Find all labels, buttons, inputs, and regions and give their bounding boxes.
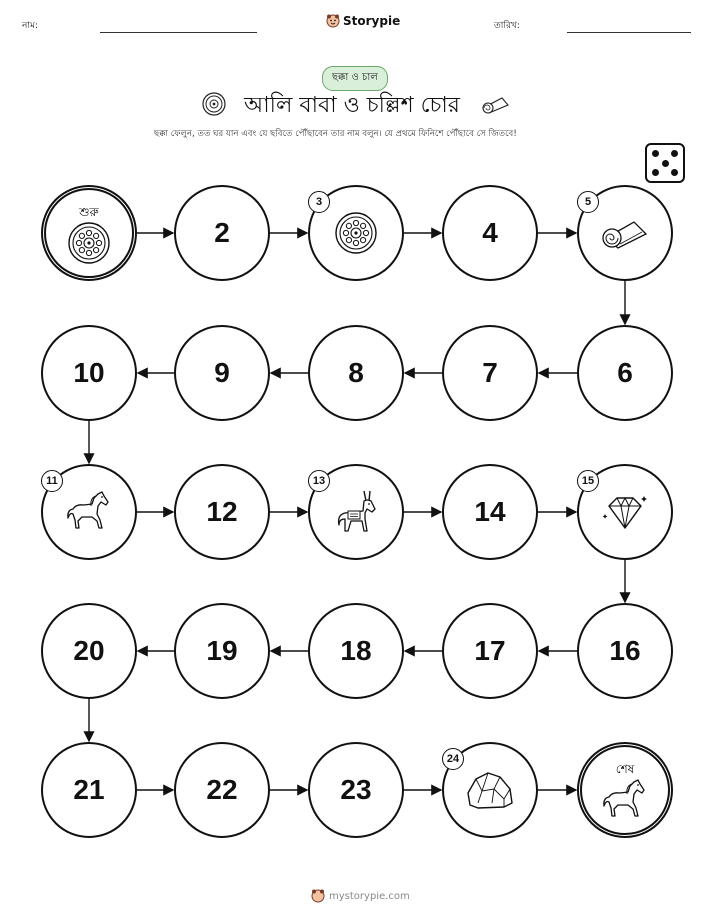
cell-number-badge: 5 [577,191,599,213]
cell-number-badge: 3 [308,191,330,213]
cell-number: 8 [348,357,364,388]
cell-number: 2 [214,217,230,248]
cell-number: 19 [206,635,238,666]
cell-number-badge: 15 [577,470,599,492]
name-label: নাম: [22,21,39,31]
cell-number: 12 [206,496,238,527]
cell-number: 23 [340,774,372,805]
finish-label: শেষ [615,762,635,776]
cell-number: 14 [474,496,506,527]
page-title: আলি বাবা ও চল্লিশ চোর [244,93,460,118]
cell-number: 4 [482,217,498,248]
cell-number: 6 [617,357,633,388]
start-label: শুরু [79,205,99,219]
instructions-text: ছক্কা ফেলুন, তত ঘর যান এবং যে ছবিতে পৌঁছাবেন তার নাম বলুন। যে প্রথমে ফিনিশে পৌঁছাবে সে জিতবে! [154,129,517,139]
cell-number: 7 [482,357,498,388]
cell-number: 10 [73,357,105,388]
cell-number: 21 [73,774,105,805]
cell-number: 20 [73,635,105,666]
brand-name: Storypie [343,14,401,28]
cell-number: 16 [609,635,641,666]
cell-number-badge: 13 [308,470,330,492]
cell-number-badge: 11 [41,470,63,492]
cell-number: 22 [206,774,238,805]
storypie-mascot-icon [311,889,325,903]
footer [311,889,410,903]
cell-number: 18 [340,635,372,666]
game-type-tag: ছক্কা ও চাল [322,66,388,91]
footer-url[interactable]: mystorypie.com [329,890,410,902]
cell-number-badge: 24 [442,748,464,770]
date-label: তারিখ: [494,21,520,31]
cell-number: 17 [474,635,506,666]
cell-number: 9 [214,357,230,388]
